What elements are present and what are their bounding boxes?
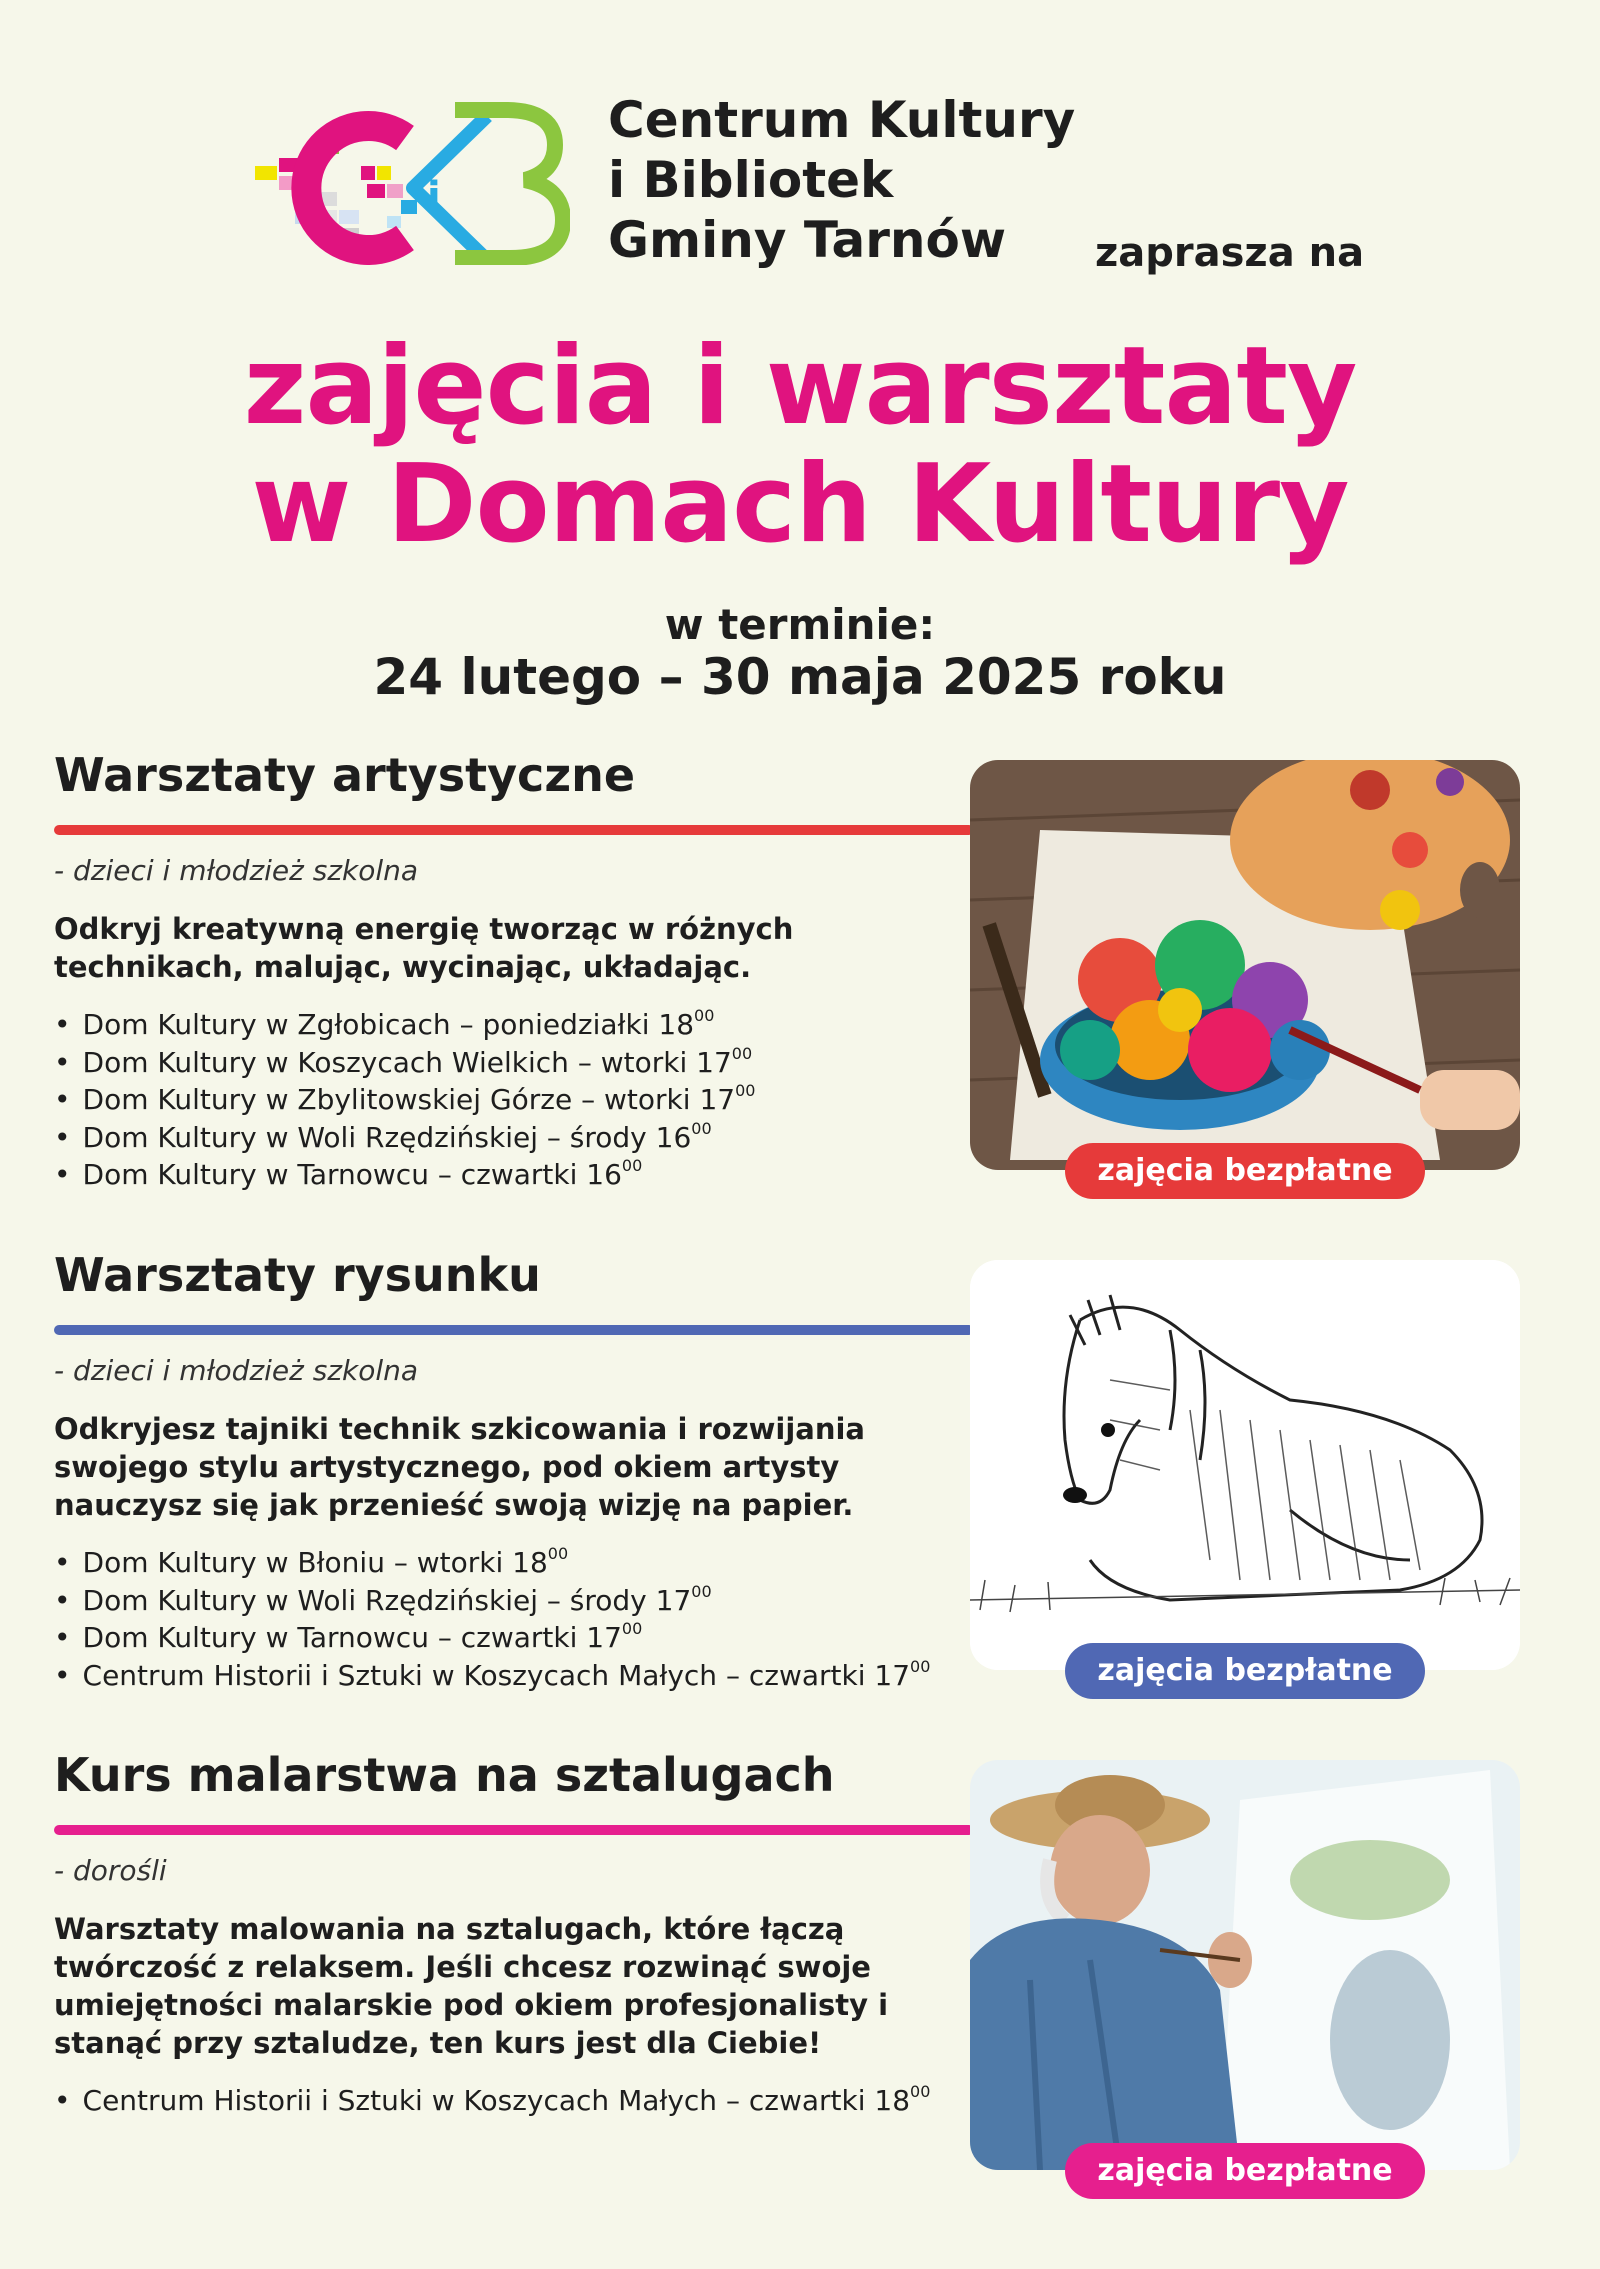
section-title: Kurs malarstwa na sztalugach [54,1748,835,1802]
list-item: • Dom Kultury w Tarnowcu – czwartki $16^{00}$ [54,1156,755,1194]
section-divider [54,1825,974,1835]
horse-sketch-drawing [970,1260,1520,1670]
section-divider [54,1325,974,1335]
list-item: • Dom Kultury w Zgłobicach – poniedziałki $18^{00}$ [54,1006,755,1044]
term-dates: 24 lutego – 30 maja 2025 roku [373,648,1227,706]
list-item: • Dom Kultury w Błoniu – wtorki $18^{00}$ [54,1544,930,1582]
svg-text:i: i [427,174,441,220]
section-title: Warsztaty rysunku [54,1248,541,1302]
list-item: • Centrum Historii i Sztuki w Koszycach Małych – czwartki $18^{00}$ [54,2082,930,2120]
main-title-line-1: zajęcia i warsztaty [243,324,1357,449]
list-item: • Dom Kultury w Woli Rzędzińskiej – środy $16^{00}$ [54,1119,755,1157]
locations-list [54,1544,930,1694]
section-audience: - dzieci i młodzież szkolna [54,1354,419,1387]
section-description: Warsztaty malowania na sztalugach, które łączą twórczość z relaksem. Jeśli chcesz rozwinąć swoje umiejętności malarskie pod okiem profesjonalisty i stanąć przy sztaludze, ten kurs jest dla Ciebie! [54,1912,889,2060]
org-line-2: i Bibliotek [608,151,894,209]
list-item: • Dom Kultury w Koszycach Wielkich – wtorki $17^{00}$ [54,1044,755,1082]
easel-painter-photo [970,1760,1520,2170]
section-divider [54,825,974,835]
section-audience: - dzieci i młodzież szkolna [54,854,419,887]
org-line-1: Centrum Kultury [608,91,1076,149]
invites-text: zaprasza na [1095,230,1365,276]
free-classes-badge: zajęcia bezpłatne [1065,1643,1425,1699]
locations-list [54,2082,930,2120]
section-audience: - dorośli [54,1854,167,1887]
term-label: w terminie: [664,600,936,649]
list-item: • Dom Kultury w Zbylitowskiej Górze – wtorki $17^{00}$ [54,1081,755,1119]
section-description: Odkryj kreatywną energię tworząc w różnych technikach, malując, wycinając, układając. [54,912,794,984]
list-item: • Dom Kultury w Woli Rzędzińskiej – środy $17^{00}$ [54,1582,930,1620]
section-description: Odkryjesz tajniki technik szkicowania i rozwijania swojego stylu artystycznego, pod okiem artysty nauczysz się jak przenieść swoją wizję na papier. [54,1412,865,1522]
list-item: • Centrum Historii i Sztuki w Koszycach Małych – czwartki $17^{00}$ [54,1657,930,1695]
locations-list [54,1006,755,1194]
org-line-3: Gminy Tarnów [608,211,1007,269]
organization-name [608,90,1075,270]
main-title-line-2: w Domach Kultury [251,442,1349,567]
list-item: • Dom Kultury w Tarnowcu – czwartki $17^{00}$ [54,1619,930,1657]
succulent-painting-photo [970,760,1520,1170]
free-classes-badge: zajęcia bezpłatne [1065,2143,1425,2199]
section-title: Warsztaty artystyczne [54,748,636,802]
ckib-logo [255,100,570,265]
free-classes-badge: zajęcia bezpłatne [1065,1143,1425,1199]
